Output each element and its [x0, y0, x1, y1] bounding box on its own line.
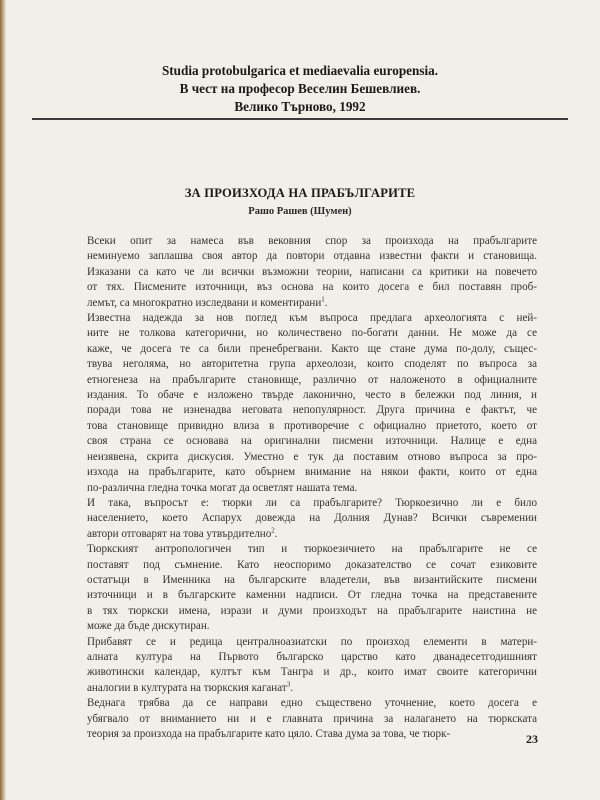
text-line: етногенеза на прабългарите становище, различно от наложеното в официалните [87, 373, 537, 386]
text-line: населението, което Аспарух довежда на Долния Дунав? Всички съвремении [87, 512, 537, 525]
footnote-marker: 2 [271, 526, 275, 535]
article-author: Рашо Рашев (Шумен) [248, 206, 352, 217]
header-dedication: В чест на професор Веселин Бешевлиев. [179, 81, 421, 96]
text-line: неминуемо заплашва своя автор да повтори отдавна известни факти и становища. [87, 250, 537, 263]
text-line: това становище привидно влиза в противоречие с официално приетото, което от [87, 419, 537, 432]
text-line: издания. То обаче е изложено твърде лаконично, често в бележки под линия, и [87, 389, 537, 402]
text-line: Тюркският антропологичен тип и тюркоезичието на прабългарите не се [87, 543, 537, 556]
text-line: теория за произхода на прабългарите като цяло. Става дума за това, че тюрк- [87, 728, 451, 740]
text-line: Всеки опит за намеса във вековния спор за произхода на прабългарите [87, 235, 537, 247]
article-body [65, 234, 537, 742]
text-line: лемът, са многократно изследвани и коментирани$^1$. [87, 294, 328, 309]
header-series-title: Studia protobulgarica et mediaevalia europensia. [161, 63, 439, 78]
text-line: аналогии в културата на тюркския каганат$^3$. [87, 680, 293, 694]
publication-header [60, 62, 540, 116]
paragraph [65, 234, 537, 311]
text-line: поради това не изненадва неговата непопулярност. Друга причина е фактът, че [87, 404, 537, 417]
text-line: изхода на прабългарите, като обърнем внимание на някои факти, които от една [87, 466, 537, 479]
text-line: може да бъде дискутиран. [87, 620, 210, 633]
text-line: Прибавят се и редица централноазиатски по произход елементи в матери- [87, 635, 537, 648]
text-line: поставят под съмнение. Като неоспоримо доказателство се сочат езиковите [87, 558, 537, 571]
text-line: И така, въпросът е: тюрки ли са прабългарите? Тюркоезично ли е било [87, 496, 537, 509]
text-line: остатъци в Именника на българските владетели, във византийските писмени [87, 573, 537, 586]
paragraph [65, 542, 537, 634]
text-line: животински календар, култът към Тангра и др., които имат своите категорични [87, 666, 537, 679]
text-line: убягвало от вниманието ни и е главната причина за налагането на тюркската [87, 712, 537, 725]
text-line: алната култура на Първото българско царство като дванадесетгодишният [87, 650, 537, 663]
text-line: Известна надежда за нов поглед към въпроса предлага археологията с ней- [87, 312, 537, 325]
text-line: Веднага трябва да се направи едно съществено уточнение, което досега е [87, 697, 537, 710]
text-line: каже, че досега те са били пренебрегвани. Както ще стане дума по-долу, същес- [87, 342, 537, 355]
text-line: в тях тюркски имена, изрази и думи произходът на прабългарите наистина не [87, 604, 537, 617]
header-divider [32, 118, 568, 120]
footnote-marker: 1 [321, 294, 325, 303]
text-line: по-различна гледна точка могат да осветлят нашата тема. [87, 481, 358, 494]
text-line: неизявена, скрита дискусия. Уместно е тук да поставим отново въпроса за про- [87, 450, 537, 463]
text-line: от тях. Писмените източници, въз основа на които досега е бил поставян проб- [87, 281, 537, 294]
text-line: твува неголяма, но авторитетна група археолози, които споделят по въпроса за [87, 358, 537, 371]
article-title: ЗА ПРОИЗХОДА НА ПРАБЪЛГАРИТЕ [184, 186, 416, 200]
text-line: Изказани са като че ли всички възможни теории, написани са критики на повечето [87, 265, 537, 278]
page-number: 23 [526, 732, 538, 746]
text-line: ните не толкова категорични, но количествено по-богати данни. Не може да се [87, 327, 537, 340]
text-line: източници и в българските каменни надписи. От гледна точка на представените [87, 589, 537, 602]
text-line: своя страна се основава на оригинални писмени източници. Налице е една [87, 435, 537, 448]
footnote-marker: 3 [286, 680, 291, 689]
paragraph [65, 496, 537, 542]
header-place-year: Велико Търново, 1992 [234, 99, 366, 114]
paragraph [65, 696, 537, 742]
text-line: автори отговарят на това утвърдително$^2$. [87, 526, 278, 540]
paragraph [65, 635, 537, 697]
book-spine-shadow [0, 0, 6, 800]
paragraph [65, 311, 537, 496]
